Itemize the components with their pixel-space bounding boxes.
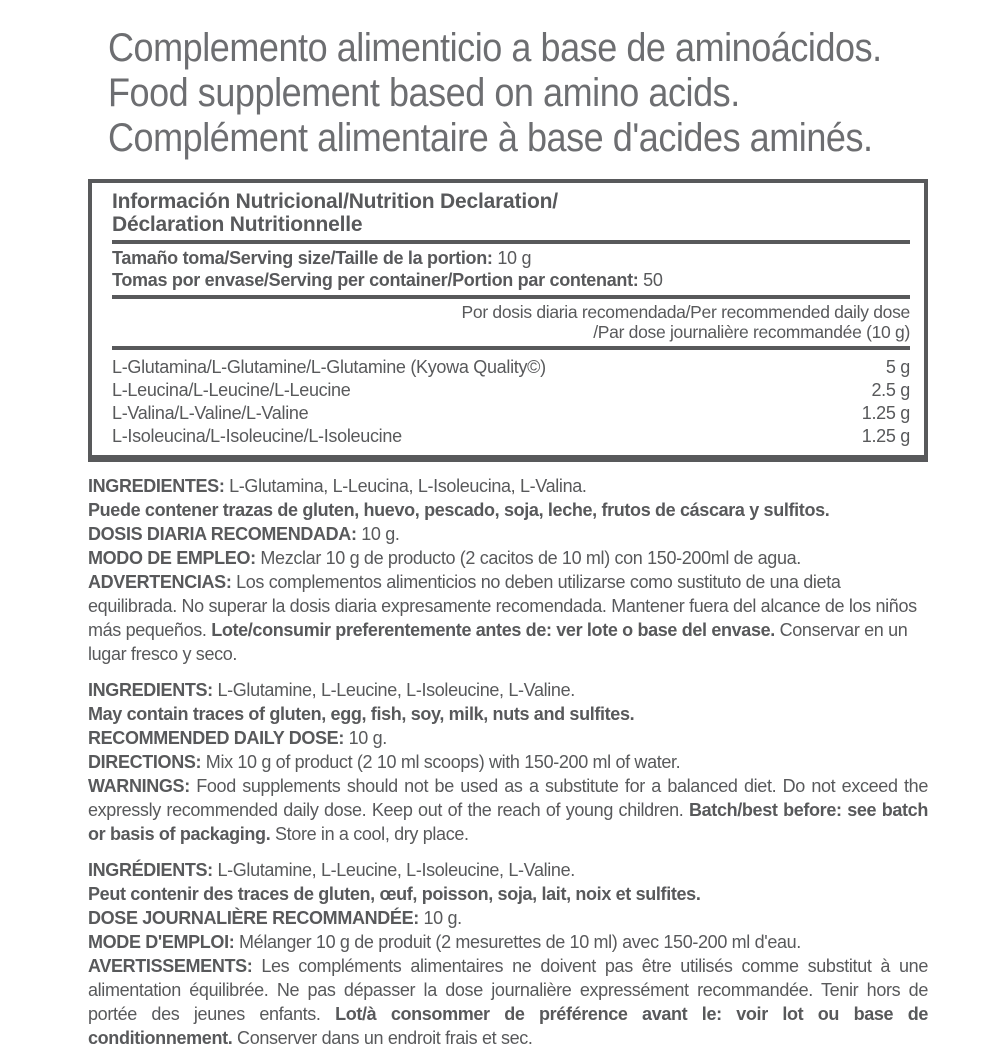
en-warnings-text: Food supplements should not be used as a substitute for a balanced diet. Do not exceed the expressly recommended daily dose. Keep out of the reach of young children.: [88, 776, 928, 820]
fr-directions-line: [88, 930, 928, 954]
nutrient-name: L-Glutamina/L-Glutamine/L-Glutamine (Kyowa Quality©): [112, 357, 546, 377]
en-dose-label: RECOMMENDED DAILY DOSE:: [88, 728, 344, 748]
es-directions-label: MODO DE EMPLEO:: [88, 548, 256, 568]
nutrition-table-title-line2: Déclaration Nutritionnelle: [112, 213, 363, 236]
en-dose-line: [88, 726, 928, 750]
en-directions-label: DIRECTIONS:: [88, 752, 202, 772]
es-ingredients-line: [88, 474, 928, 498]
nutrient-amount: 1.25 g: [861, 403, 910, 423]
es-warnings-text: Los complementos alimenticios no deben utilizarse como sustituto de una dieta equilibrada. No superar la dosis diaria expresamente recomendada. Mantener fuera del alcance de los niños más pequeños.: [88, 572, 917, 640]
per-dose-header-line1: Por dosis diaria recomendada/Per recommended daily dose: [461, 302, 910, 322]
nutrient-name: L-Isoleucina/L-Isoleucine/L-Isoleucine: [112, 426, 402, 446]
en-warnings-paragraph: [88, 774, 928, 846]
es-batch-notice: Lote/consumir preferentemente antes de: ver lote o base del envase.: [211, 620, 780, 640]
fr-dose-value: 10 g.: [418, 908, 462, 928]
es-ingredients-value: L-Glutamina, L-Leucina, L-Isoleucina, L-Valina.: [224, 476, 587, 496]
product-heading: [108, 26, 928, 161]
serving-size-line: [112, 248, 910, 270]
divider-rule-top: [112, 240, 910, 244]
fr-storage-notice: Conserver dans un endroit frais et sec.: [237, 1028, 533, 1048]
en-batch-notice: Batch/best before: see batch or basis of packaging.: [88, 800, 928, 844]
section-french: [88, 858, 928, 1050]
serving-size-value: 10 g: [492, 248, 532, 268]
es-directions-value: Mezclar 10 g de producto (2 cacitos de 10 ml) con 150-200ml de agua.: [255, 548, 801, 568]
nutrient-rows: [112, 354, 910, 448]
nutrient-name: L-Leucina/L-Leucine/L-Leucine: [112, 380, 351, 400]
fr-ingredients-line: [88, 858, 928, 882]
es-warnings-label: ADVERTENCIAS:: [88, 572, 237, 592]
en-storage-notice: Store in a cool, dry place.: [275, 824, 469, 844]
serving-info: [112, 248, 910, 291]
es-dose-label: DOSIS DIARIA RECOMENDADA:: [88, 524, 357, 544]
heading-line-french: Complément alimentaire à base d'acides aminés.: [108, 116, 873, 160]
nutrient-name: L-Valina/L-Valine/L-Valine: [112, 403, 309, 423]
nutrient-amount: 5 g: [885, 357, 910, 377]
servings-per-container-label: Tomas por envase/Serving per container/Portion par contenant:: [112, 269, 639, 290]
section-english: [88, 678, 928, 846]
nutrition-table-title-line1: Información Nutricional/Nutrition Declaration/: [112, 190, 558, 213]
section-spanish: [88, 474, 928, 666]
en-ingredients-value: L-Glutamine, L-Leucine, L-Isoleucine, L-Valine.: [212, 680, 575, 700]
fr-dose-label: DOSE JOURNALIÈRE RECOMMANDÉE:: [88, 908, 419, 928]
table-row-leucine: [112, 379, 910, 402]
en-directions-line: [88, 750, 928, 774]
es-dose-line: [88, 522, 928, 546]
en-directions-value: Mix 10 g of product (2 10 ml scoops) with 150-200 ml of water.: [201, 752, 681, 772]
servings-per-container-value: 50: [638, 269, 663, 290]
es-dose-value: 10 g.: [356, 524, 400, 544]
en-ingredients-label: INGREDIENTS:: [88, 680, 213, 700]
divider-rule-bottom: [112, 346, 910, 350]
fr-warnings-text: Les compléments alimentaires ne doivent pas être utilisés comme substitut à une alimentation équilibrée. Ne pas dépasser la dose journalière expressément recommandée. Tenir hors de portée des jeunes enfants.: [88, 956, 928, 1024]
fr-dose-line: [88, 906, 928, 930]
nutrition-table-title: [112, 190, 910, 236]
table-row-valine: [112, 402, 910, 425]
fr-warnings-label: AVERTISSEMENTS:: [88, 956, 262, 976]
serving-size-label: Tamaño toma/Serving size/Taille de la portion:: [112, 248, 493, 268]
fr-directions-value: Mélanger 10 g de produit (2 mesurettes de 10 ml) avec 150-200 ml d'eau.: [234, 932, 801, 952]
fr-directions-label: MODE D'EMPLOI:: [88, 932, 235, 952]
fr-warnings-paragraph: [88, 954, 928, 1050]
divider-rule-middle: [112, 295, 910, 299]
es-directions-line: [88, 546, 928, 570]
en-warnings-label: WARNINGS:: [88, 776, 197, 796]
fr-ingredients-value: L-Glutamine, L-Leucine, L-Isoleucine, L-Valine.: [212, 860, 575, 880]
fr-ingredients-label: INGRÉDIENTS:: [88, 860, 213, 880]
nutrient-amount: 2.5 g: [871, 380, 910, 400]
fr-traces-line: Peut contenir des traces de gluten, œuf, poisson, soja, lait, noix et sulfites.: [88, 884, 701, 904]
es-ingredients-label: INGREDIENTES:: [88, 476, 225, 496]
en-dose-value: 10 g.: [343, 728, 387, 748]
heading-line-spanish: Complemento alimenticio a base de aminoácidos.: [108, 26, 882, 70]
per-dose-column-header: [112, 303, 910, 342]
table-row-isoleucine: [112, 425, 910, 448]
es-warnings-paragraph: [88, 570, 928, 666]
en-ingredients-line: [88, 678, 928, 702]
nutrition-table: [88, 179, 928, 462]
per-dose-header-line2: /Par dose journalière recommandée (10 g): [593, 321, 910, 342]
es-traces-line: Puede contener trazas de gluten, huevo, pescado, soja, leche, frutos de cáscara y sulfitos.: [88, 500, 830, 520]
table-row-glutamine: [112, 356, 910, 379]
en-traces-line: May contain traces of gluten, egg, fish, soy, milk, nuts and sulfites.: [88, 704, 635, 724]
fr-batch-notice: Lot/à consommer de préférence avant le: voir lot ou base de conditionnement.: [88, 1004, 928, 1048]
heading-line-english: Food supplement based on amino acids.: [108, 71, 740, 115]
nutrient-amount: 1.25 g: [861, 426, 910, 446]
servings-per-container-line: [112, 270, 910, 292]
es-storage-notice: Conservar en un lugar fresco y seco.: [88, 620, 908, 664]
